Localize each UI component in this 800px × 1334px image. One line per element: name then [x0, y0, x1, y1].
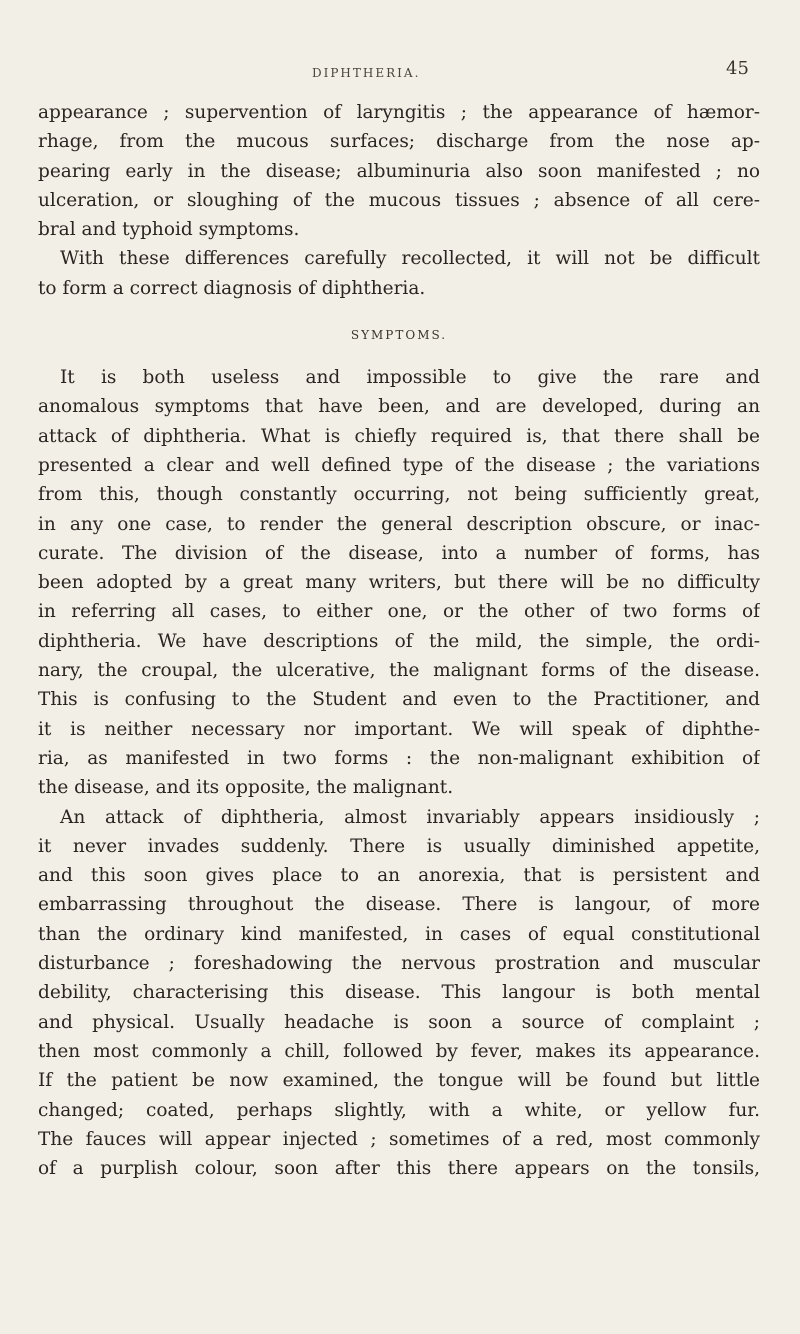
- text-line: This is confusing to the Student and even to the Practitioner, and: [38, 689, 760, 711]
- text-line: If the patient be now examined, the tongue will be found but little: [38, 1070, 760, 1092]
- text-line: pearing early in the disease; albuminuria also soon manifested ; no: [38, 160, 760, 182]
- text-line: With these differences carefully recollected, it will not be difficult: [60, 248, 760, 270]
- text-line: diphtheria. We have descriptions of the mild, the simple, the ordi-: [38, 630, 760, 652]
- text-line: bral and typhoid symptoms.: [38, 219, 300, 241]
- text-line: the disease, and its opposite, the malignant.: [38, 777, 454, 799]
- text-line: and this soon gives place to an anorexia, that is persistent and: [38, 865, 760, 887]
- text-line: attack of diphtheria. What is chiefly required is, that there shall be: [38, 425, 760, 447]
- text-block: [38, 98, 760, 1183]
- text-line: than the ordinary kind manifested, in cases of equal constitutional: [38, 923, 760, 945]
- text-line: disturbance ; foreshadowing the nervous prostration and muscular: [38, 953, 760, 975]
- text-line: it is neither necessary nor important. We will speak of diphthe-: [38, 718, 760, 740]
- text-line: then most commonly a chill, followed by fever, makes its appearance.: [38, 1040, 760, 1062]
- text-line: been adopted by a great many writers, but there will be no difficulty: [38, 572, 760, 594]
- text-line: ulceration, or sloughing of the mucous tissues ; absence of all cere-: [38, 189, 760, 211]
- text-line: it never invades suddenly. There is usually diminished appetite,: [38, 835, 760, 857]
- text-line: and physical. Usually headache is soon a source of complaint ;: [38, 1011, 760, 1033]
- text-line: appearance ; supervention of laryngitis ; the appearance of hæmor-: [38, 102, 760, 123]
- running-head: [0, 58, 800, 88]
- text-line: nary, the croupal, the ulcerative, the malignant forms of the disease.: [38, 660, 760, 682]
- text-line: anomalous symptoms that have been, and are developed, during an: [38, 396, 760, 418]
- text-line: An attack of diphtheria, almost invariably appears insidiously ;: [60, 806, 760, 828]
- text-line: embarrassing throughout the disease. There is langour, of more: [38, 894, 760, 916]
- text-line: to form a correct diagnosis of diphtheria.: [38, 277, 426, 299]
- text-line: from this, though constantly occurring, not being sufficiently great,: [38, 484, 760, 506]
- text-line: The fauces will appear injected ; sometimes of a red, most commonly: [38, 1128, 760, 1150]
- section-heading: SYMPTOMS.: [350, 328, 448, 343]
- running-title: DIPHTHERIA.: [312, 66, 421, 80]
- text-line: in referring all cases, to either one, or the other of two forms of: [38, 601, 760, 623]
- text-line: rhage, from the mucous surfaces; discharge from the nose ap-: [38, 131, 760, 153]
- text-line: ria, as manifested in two forms : the non-malignant exhibition of: [38, 747, 760, 769]
- text-line: changed; coated, perhaps slightly, with a white, or yellow fur.: [38, 1099, 760, 1121]
- text-line: It is both useless and impossible to give the rare and: [60, 367, 760, 389]
- text-line: of a purplish colour, soon after this there appears on the tonsils,: [38, 1158, 760, 1180]
- page-number: 45: [726, 58, 749, 79]
- text-line: debility, characterising this disease. This langour is both mental: [38, 982, 760, 1004]
- text-line: presented a clear and well defined type of the disease ; the variations: [38, 454, 760, 476]
- text-line: curate. The division of the disease, into a number of forms, has: [38, 542, 760, 564]
- text-line: in any one case, to render the general description obscure, or inac-: [38, 513, 760, 535]
